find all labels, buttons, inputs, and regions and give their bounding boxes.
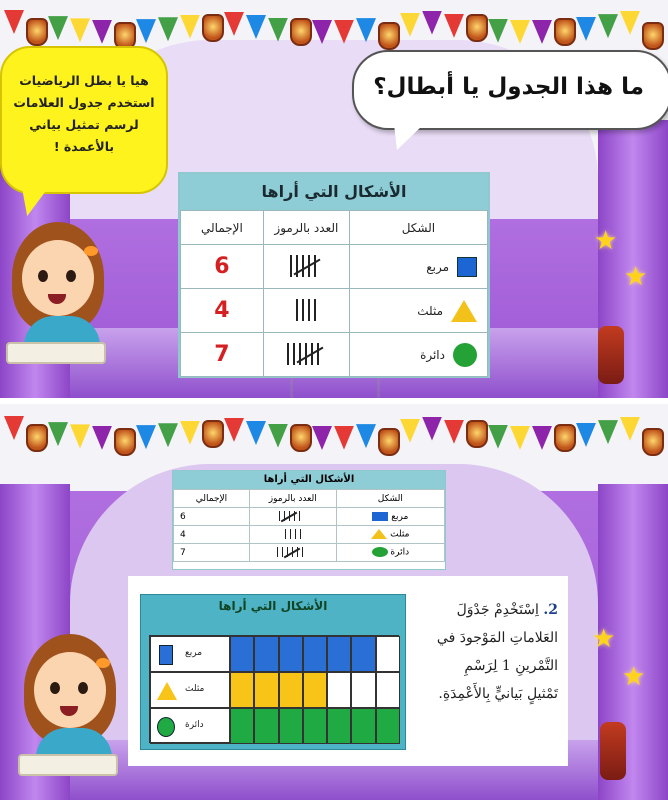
- triangle-icon: [451, 300, 477, 322]
- shape-label: مثلث: [185, 684, 205, 694]
- pennant-flag: [598, 420, 618, 444]
- graph-cell: [327, 708, 351, 744]
- pennant-flag: [268, 18, 288, 42]
- total-value: 7: [174, 544, 250, 562]
- graph-cell: [230, 708, 254, 744]
- circle-icon: [157, 717, 175, 737]
- reference-table-grid: [173, 489, 445, 562]
- star-icon: ★: [624, 262, 648, 292]
- header-tally: العدد بالرموز: [249, 490, 336, 508]
- lantern-icon: [202, 420, 224, 448]
- pennant-flag: [224, 12, 244, 36]
- graph-title: الأشكال التي أراها: [218, 599, 328, 613]
- shape-label: مثلث: [390, 529, 410, 540]
- pennant-flag: [356, 18, 376, 42]
- table-row: [174, 544, 445, 562]
- header-shape: الشكل: [349, 211, 487, 245]
- lantern-icon: [26, 18, 48, 46]
- pennant-flag: [510, 426, 530, 450]
- pennant-flag: [488, 425, 508, 449]
- graph-cell: [376, 708, 400, 744]
- circle-icon: [372, 547, 388, 557]
- table-row: [174, 526, 445, 544]
- pennant-flag: [334, 426, 354, 450]
- pennant-flag: [158, 423, 178, 447]
- total-value: 6: [174, 508, 250, 526]
- girl-character: [18, 630, 128, 780]
- tally-table: [178, 172, 490, 378]
- pennant-flag: [312, 20, 332, 44]
- pennant-flag: [576, 423, 596, 447]
- hint-speech-bubble: [0, 46, 168, 194]
- exercise-line: العَلاماتِ المَوْجودَ في: [436, 630, 558, 646]
- tally-marks: [277, 511, 308, 523]
- table-row: [181, 333, 488, 377]
- square-icon: [159, 645, 173, 665]
- pennant-flag: [620, 11, 640, 35]
- graph-cell: [254, 672, 278, 708]
- pennant-flag: [4, 10, 24, 34]
- exercise-line: اِسْتَخْدِمْ جَدْوَلَ: [456, 602, 539, 618]
- graph-cell: [351, 672, 375, 708]
- graph-cell: [351, 708, 375, 744]
- shape-label: مربع: [185, 648, 203, 658]
- tally-marks: [283, 529, 303, 541]
- tally-marks: [285, 343, 327, 367]
- total-value: 4: [214, 298, 230, 323]
- pennant-flag: [70, 18, 90, 42]
- triangle-icon: [371, 529, 387, 539]
- graph-cell: [327, 672, 351, 708]
- table-row: [181, 289, 488, 333]
- graph-cell: [279, 636, 303, 672]
- lantern-icon: [466, 420, 488, 448]
- graph-row: [150, 708, 400, 744]
- shape-label: مربع: [426, 259, 449, 274]
- graph-cell: [303, 708, 327, 744]
- graph-cell: [230, 636, 254, 672]
- pennant-flag: [444, 420, 464, 444]
- pennant-flag: [246, 15, 266, 39]
- header-tally: العدد بالرموز: [263, 211, 349, 245]
- graph-grid: [149, 635, 399, 743]
- pennant-flag: [92, 426, 112, 450]
- exercise-line: تَمْثيلٍ بَيانيٍّ بِالأَعْمِدَةِ.: [438, 686, 558, 702]
- pennant-flag: [422, 417, 442, 441]
- shape-label: دائرة: [420, 347, 445, 362]
- lantern-icon: [596, 708, 630, 784]
- total-value: 7: [214, 342, 230, 367]
- shape-label: مربع: [391, 511, 409, 522]
- lantern-icon: [202, 14, 224, 42]
- graph-row-label: [150, 672, 230, 708]
- pennant-flag: [510, 20, 530, 44]
- hint-line: بالأعمدة !: [53, 139, 115, 154]
- graph-row-label: [150, 708, 230, 744]
- pennant-flag: [136, 19, 156, 43]
- graph-row: [150, 636, 400, 672]
- star-icon: ★: [622, 662, 646, 692]
- lantern-icon: [378, 428, 400, 456]
- table-row: [174, 508, 445, 526]
- graph-cell: [351, 636, 375, 672]
- circle-icon: [453, 343, 477, 367]
- question-text: ما هذا الجدول يا أبطال؟: [373, 74, 644, 100]
- exercise-number: 2.: [543, 602, 558, 618]
- pennant-flag: [532, 426, 552, 450]
- table-row: [181, 245, 488, 289]
- square-icon: [372, 512, 388, 521]
- pennant-flag: [4, 416, 24, 440]
- pennant-flag: [488, 19, 508, 43]
- reference-tally-table: [172, 470, 446, 570]
- lantern-icon: [114, 428, 136, 456]
- tally-marks: [288, 255, 324, 279]
- graph-cell: [254, 708, 278, 744]
- header-total: الإجمالي: [181, 211, 264, 245]
- lantern-icon: [594, 312, 628, 388]
- pennant-flag: [92, 20, 112, 44]
- exercise-line: التَّمْرينِ 1 لِرَسْمِ: [464, 658, 558, 674]
- lantern-icon: [554, 424, 576, 452]
- pennant-flag: [70, 424, 90, 448]
- graph-cell: [327, 636, 351, 672]
- graph-cell: [303, 636, 327, 672]
- pennant-flag: [620, 417, 640, 441]
- graph-cell: [303, 672, 327, 708]
- pennant-flag: [400, 13, 420, 37]
- graph-cell: [254, 636, 278, 672]
- girl-character: [6, 218, 116, 368]
- pennant-flag: [532, 20, 552, 44]
- pennant-flag: [444, 14, 464, 38]
- header-total: الإجمالي: [174, 490, 250, 508]
- pennant-flag: [400, 419, 420, 443]
- pennant-flag: [422, 11, 442, 35]
- hint-line: استخدم جدول العلامات: [13, 95, 155, 110]
- hint-line: لرسم تمثيل بياني: [29, 117, 139, 132]
- pennant-flag: [48, 422, 68, 446]
- graph-cell: [376, 636, 400, 672]
- exercise-text: [424, 596, 558, 708]
- lantern-icon: [26, 424, 48, 452]
- table-title: الأشكال التي أراها: [180, 174, 488, 210]
- pennant-flag: [334, 20, 354, 44]
- pennant-flag: [180, 15, 200, 39]
- triangle-icon: [157, 682, 177, 700]
- graph-cell: [376, 672, 400, 708]
- tally-table-grid: [180, 210, 488, 377]
- pennant-flag: [576, 17, 596, 41]
- star-icon: ★: [594, 226, 618, 256]
- shape-label: دائرة: [390, 547, 410, 558]
- hint-line: هيا يا بطل الرياضيات: [19, 73, 149, 88]
- graph-cell: [230, 672, 254, 708]
- tally-marks: [294, 299, 318, 323]
- pennant-flag: [312, 426, 332, 450]
- pennant-flag: [180, 421, 200, 445]
- lantern-icon: [642, 22, 664, 50]
- bar-graph: [140, 594, 406, 750]
- lantern-icon: [290, 18, 312, 46]
- lantern-icon: [466, 14, 488, 42]
- pennant-flag: [224, 418, 244, 442]
- graph-row-label: [150, 636, 230, 672]
- tally-marks: [275, 547, 311, 559]
- pennant-flag: [136, 425, 156, 449]
- pennant-flag: [356, 424, 376, 448]
- header-shape: الشكل: [336, 490, 444, 508]
- square-icon: [457, 257, 477, 277]
- exercise-card: [128, 576, 568, 766]
- shape-label: مثلث: [417, 303, 443, 318]
- graph-row: [150, 672, 400, 708]
- shape-label: دائرة: [185, 720, 204, 730]
- total-value: 6: [214, 254, 230, 279]
- slide-top: [0, 0, 668, 398]
- lantern-icon: [378, 22, 400, 50]
- pennant-flag: [158, 17, 178, 41]
- star-icon: ★: [592, 624, 616, 654]
- lantern-icon: [554, 18, 576, 46]
- pennant-flag: [268, 424, 288, 448]
- lantern-icon: [290, 424, 312, 452]
- graph-cell: [279, 672, 303, 708]
- question-speech-bubble: [352, 50, 668, 130]
- pennant-flag: [598, 14, 618, 38]
- pennant-flag: [48, 16, 68, 40]
- bunting-decoration: [0, 412, 668, 460]
- total-value: 4: [174, 526, 250, 544]
- lantern-icon: [642, 428, 664, 456]
- pennant-flag: [246, 421, 266, 445]
- graph-cell: [279, 708, 303, 744]
- table-title: الأشكال التي أراها: [173, 471, 445, 489]
